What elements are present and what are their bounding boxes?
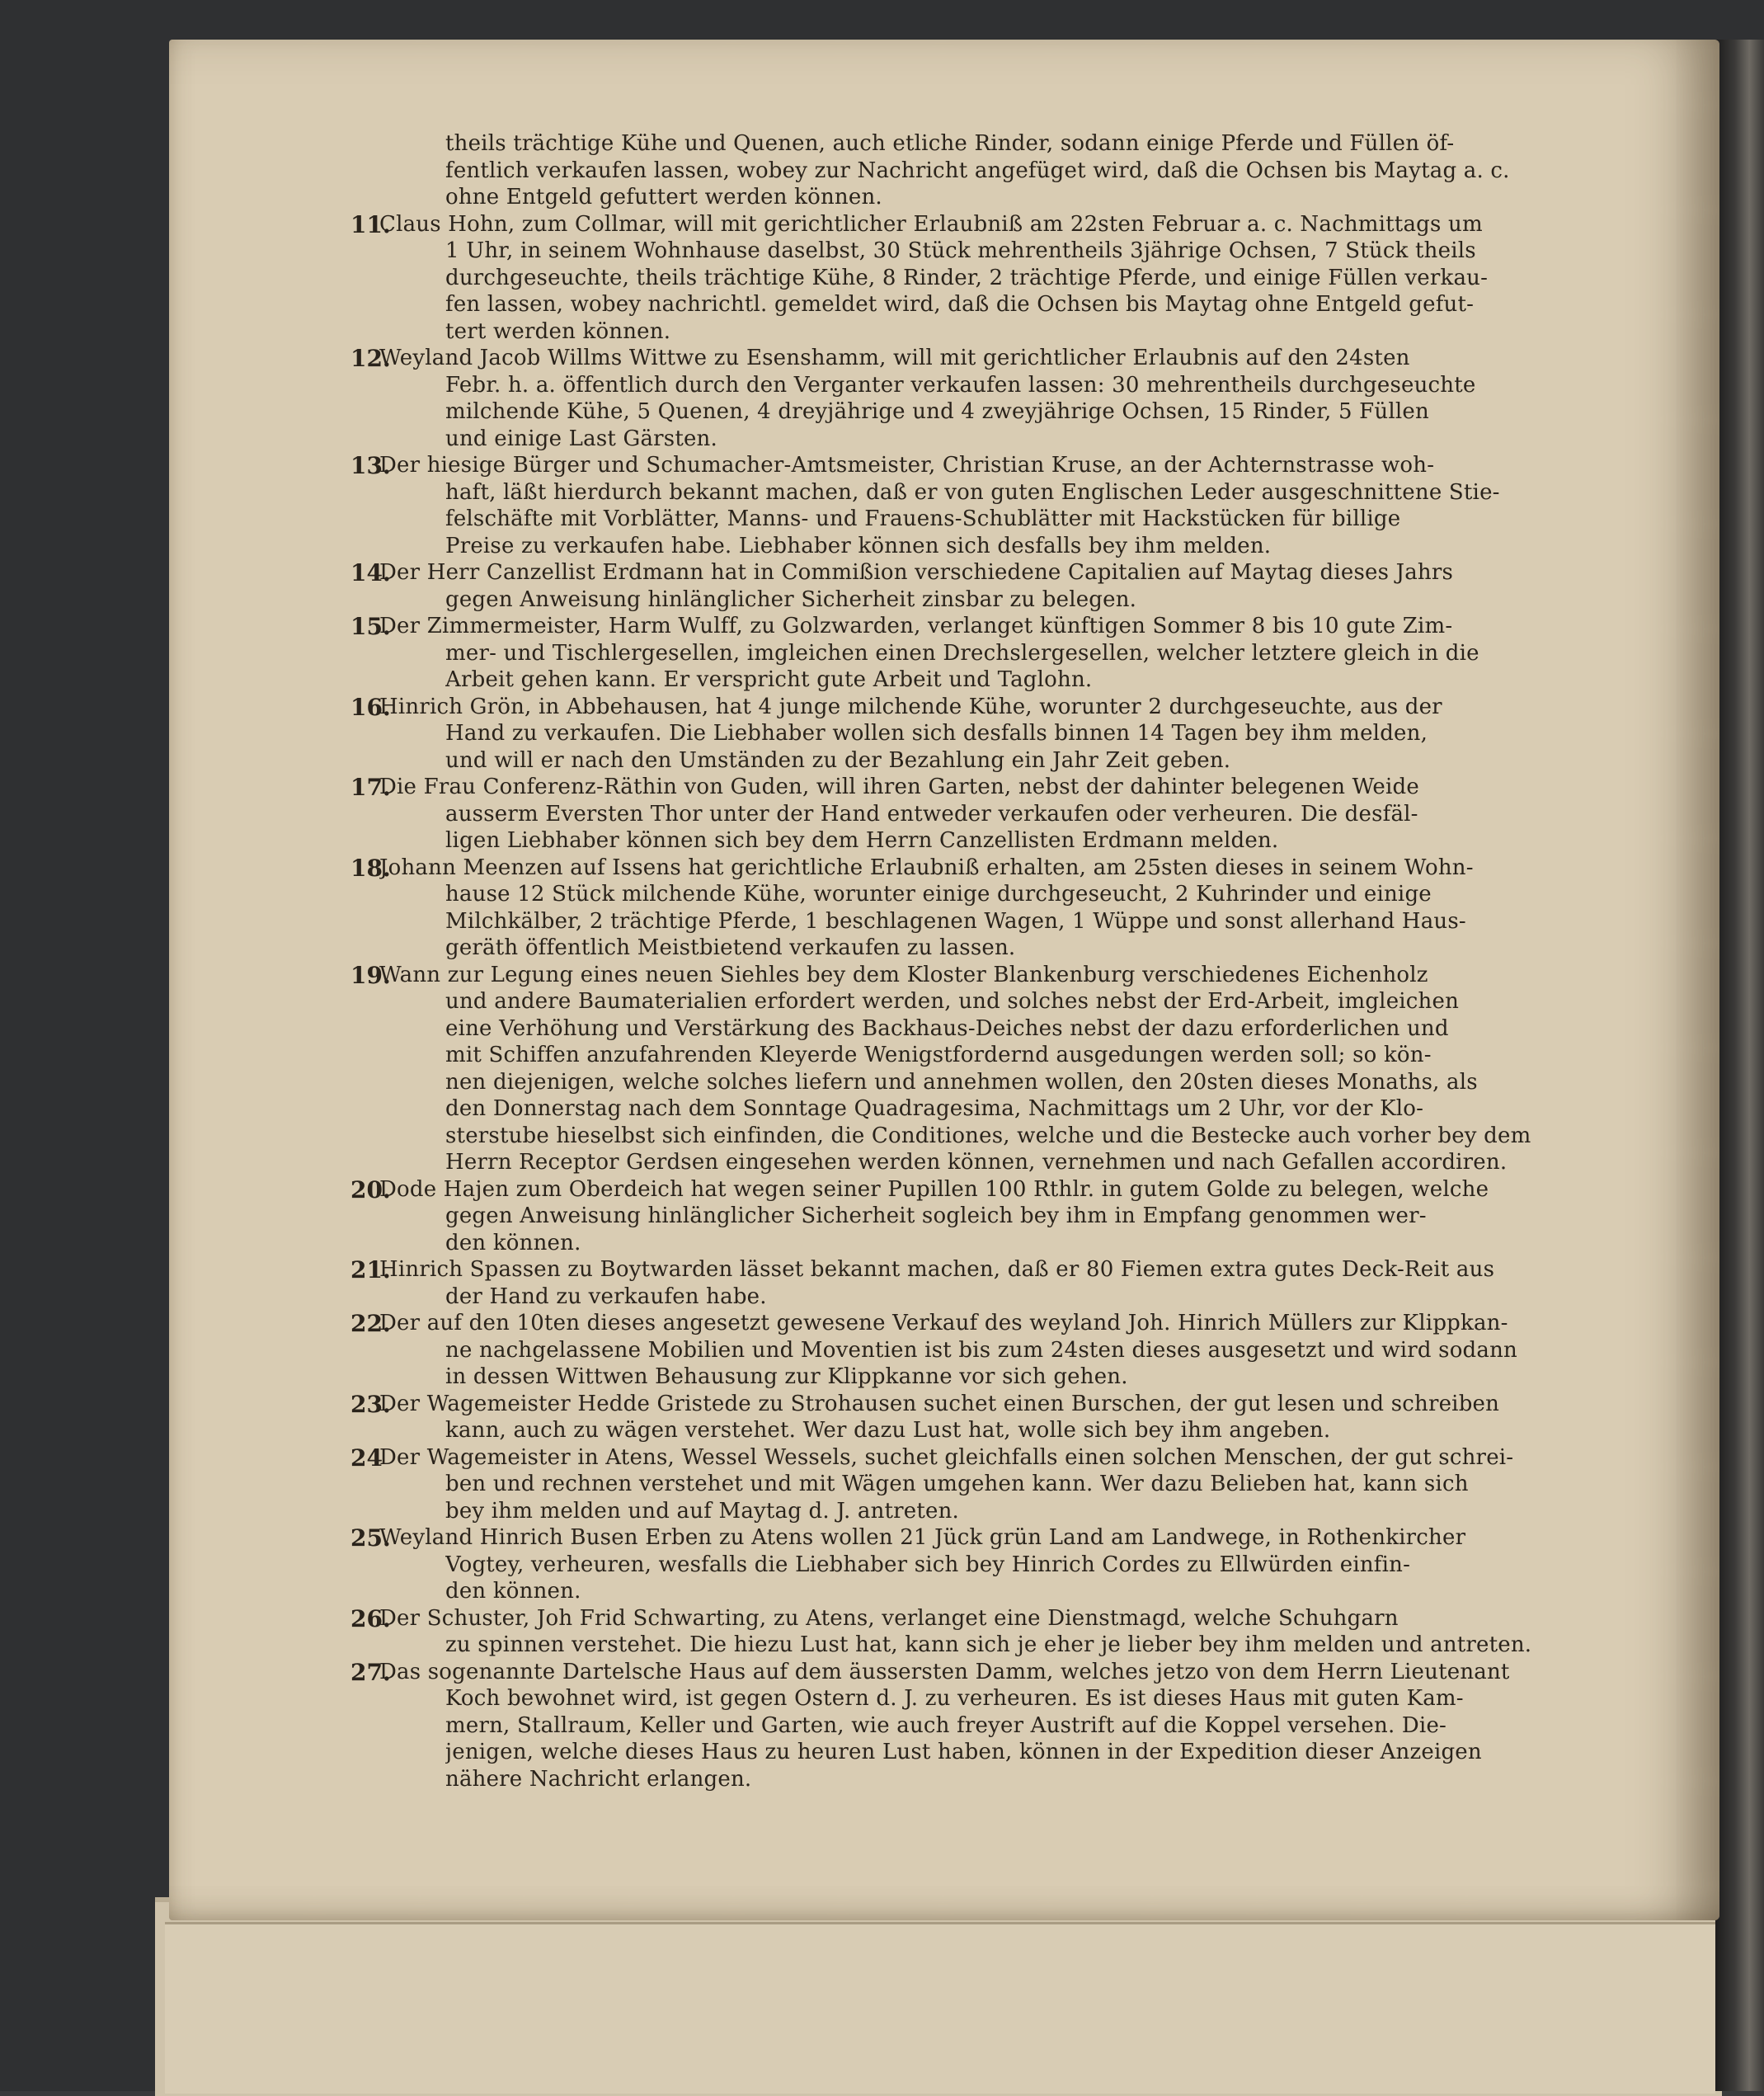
text-line: haft, läßt hierdurch bekannt machen, daß er von guten Englischen Leder ausgeschnittene Stie- <box>445 479 1500 505</box>
notice-number: 25. <box>350 1524 391 1552</box>
text-line: Der hiesige Bürger und Schumacher-Amtsmeister, Christian Kruse, an der Achternstrasse woh- <box>379 453 1435 478</box>
notice-entry <box>350 961 1666 1176</box>
text-line: sterstube hieselbst sich einfinden, die Conditiones, welche und die Bestecke auch vorher bey dem <box>445 1123 1531 1148</box>
notice-number: 13. <box>350 452 391 479</box>
text-line: Febr. h. a. öffentlich durch den Verganter verkaufen lassen: 30 mehrentheils durchgeseuchte <box>445 372 1476 398</box>
notice-number: 19. <box>350 961 391 989</box>
notice-entry <box>350 854 1666 962</box>
text-line: Der Zimmermeister, Harm Wulff, zu Golzwarden, verlanget künftigen Sommer 8 bis 10 gute Zim- <box>379 614 1453 638</box>
text-line: Hinrich Spassen zu Boytwarden lässet bekannt machen, daß er 80 Fiemen extra gutes Deck-Reit aus <box>379 1257 1495 1282</box>
text-line: in dessen Wittwen Behausung zur Klippkanne vor sich gehen. <box>445 1364 1128 1389</box>
notice-entry <box>350 693 1666 775</box>
text-line: und einige Last Gärsten. <box>445 426 717 451</box>
text-line: Weyland Hinrich Busen Erben zu Atens wollen 21 Jück grün Land am Landwege, in Rothenkircher <box>379 1525 1466 1550</box>
text-line: Der auf den 10ten dieses angesetzt gewesene Verkauf des weyland Joh. Hinrich Müllers zur Klippkan- <box>379 1311 1508 1335</box>
text-line: Claus Hohn, zum Collmar, will mit gerichtlicher Erlaubniß am 22sten Februar a. c. Nachmittags um <box>379 211 1483 237</box>
notice-entry <box>350 774 1666 855</box>
text-line: Das sogenannte Dartelsche Haus auf dem äussersten Damm, welches jetzo von dem Herrn Lieutenant <box>379 1659 1510 1684</box>
text-line: Vogtey, verheuren, wesfalls die Liebhaber sich bey Hinrich Cordes zu Ellwürden einfin- <box>445 1552 1411 1577</box>
notice-entry <box>350 559 1666 613</box>
text-line: ligen Liebhaber können sich bey dem Herrn Canzellisten Erdmann melden. <box>445 828 1279 853</box>
notice-number: 15. <box>350 613 391 640</box>
text-line: bey ihm melden und auf Maytag d. J. antreten. <box>445 1498 960 1524</box>
text-line: ausserm Eversten Thor unter der Hand entweder verkaufen oder verheuren. Die desfäl- <box>445 801 1418 827</box>
text-line: durchgeseuchte, theils trächtige Kühe, 8 Rinder, 2 trächtige Pferde, und einige Füllen verkau- <box>445 265 1489 290</box>
notice-number: 14. <box>350 559 391 586</box>
text-line: und will er nach den Umständen zu der Bezahlung ein Jahr Zeit geben. <box>445 747 1231 773</box>
text-line: theils trächtige Kühe und Quenen, auch etliche Rinder, sodann einige Pferde und Füllen öf- <box>445 131 1455 156</box>
text-line: Der Herr Canzellist Erdmann hat in Commißion verschiedene Capitalien auf Maytag dieses Jahrs <box>379 560 1454 585</box>
text-line: fentlich verkaufen lassen, wobey zur Nachricht angefüget wird, daß die Ochsen bis Maytag a. c. <box>445 158 1510 183</box>
text-line: mit Schiffen anzufahrenden Kleyerde Wenigstfordernd ausgedungen werden soll; so kön- <box>445 1043 1432 1067</box>
notice-entry <box>445 130 1666 211</box>
notice-number: 18. <box>350 854 391 882</box>
text-line: Der Wagemeister Hedde Gristede zu Strohausen suchet einen Burschen, der gut lesen und schreiben <box>379 1391 1500 1416</box>
text-line: kann, auch zu wägen verstehet. Wer dazu Lust hat, wolle sich bey ihm angeben. <box>445 1418 1331 1443</box>
text-line: Preise zu verkaufen habe. Liebhaber können sich desfalls bey ihm melden. <box>445 533 1272 558</box>
text-line: nähere Nachricht erlangen. <box>445 1766 752 1792</box>
notice-number: 17. <box>350 774 391 801</box>
notice-number: 24 <box>350 1444 383 1472</box>
text-line: Johann Meenzen auf Issens hat gerichtliche Erlaubniß erhalten, am 25sten dieses in seinem Wohn- <box>379 855 1474 880</box>
text-line: ben und rechnen verstehet und mit Wägen umgehen kann. Wer dazu Belieben hat, kann sich <box>445 1472 1469 1496</box>
text-line: der Hand zu verkaufen habe. <box>445 1284 767 1309</box>
text-line: fen lassen, wobey nachrichtl. gemeldet wird, daß die Ochsen bis Maytag ohne Entgeld gefut- <box>445 292 1475 317</box>
text-line: felschäfte mit Vorblätter, Manns- und Frauens-Schublätter mit Hackstücken für billige <box>445 506 1401 531</box>
page-stack-edge-lower <box>165 1922 1715 2094</box>
notice-entry <box>350 1444 1666 1525</box>
notice-number: 26. <box>350 1604 391 1632</box>
text-line: eine Verhöhung und Verstärkung des Backhaus-Deiches nebst der dazu erforderlichen und <box>445 1015 1449 1041</box>
text-line: Der Wagemeister in Atens, Wessel Wessels, suchet gleichfalls einen solchen Menschen, der gut schrei- <box>379 1444 1514 1470</box>
text-line: ohne Entgeld gefuttert werden können. <box>445 185 882 210</box>
notice-number: 12. <box>350 345 391 372</box>
text-line: gegen Anweisung hinlänglicher Sicherheit sogleich bey ihm in Empfang genommen wer- <box>445 1203 1427 1228</box>
notice-number: 21. <box>350 1256 391 1284</box>
notice-entry <box>350 452 1666 559</box>
page-text-body <box>350 130 1666 1792</box>
text-line: Weyland Jacob Willms Wittwe zu Esenshamm, will mit gerichtlicher Erlaubnis auf den 24sten <box>379 346 1410 370</box>
text-line: 1 Uhr, in seinem Wohnhause daselbst, 30 Stück mehrentheils 3jährige Ochsen, 7 Stück theils <box>445 238 1476 263</box>
notice-entry <box>350 1390 1666 1444</box>
text-line: Der Schuster, Joh Frid Schwarting, zu Atens, verlanget eine Dienstmagd, welche Schuhgarn <box>379 1605 1399 1631</box>
text-line: gegen Anweisung hinlänglicher Sicherheit zinsbar zu belegen. <box>445 586 1137 612</box>
text-line: den können. <box>445 1579 581 1604</box>
text-line: geräth öffentlich Meistbietend verkaufen zu lassen. <box>445 935 1016 960</box>
text-line: mern, Stallraum, Keller und Garten, wie auch freyer Austrift auf die Koppel versehen. Die- <box>445 1712 1447 1738</box>
text-line: Herrn Receptor Gerdsen eingesehen werden können, vernehmen und nach Gefallen accordiren. <box>445 1150 1508 1175</box>
text-line: hause 12 Stück milchende Kühe, worunter einige durchgeseucht, 2 Kuhrinder und einige <box>445 882 1432 907</box>
text-line: Dode Hajen zum Oberdeich hat wegen seiner Pupillen 100 Rthlr. in gutem Golde zu belegen, welche <box>379 1176 1489 1202</box>
text-line: mer- und Tischlergesellen, imgleichen einen Drechslergesellen, welcher letztere gleich in die <box>445 640 1479 666</box>
text-line: zu spinnen verstehet. Die hiezu Lust hat, kann sich je eher je lieber bey ihm melden und antreten. <box>445 1632 1532 1657</box>
notice-entry <box>350 1310 1666 1391</box>
text-line: jenigen, welche dieses Haus zu heuren Lust haben, können in der Expedition dieser Anzeigen <box>445 1740 1482 1764</box>
notice-number: 22. <box>350 1310 391 1337</box>
notice-number: 11. <box>350 210 391 238</box>
text-line: Milchkälber, 2 trächtige Pferde, 1 beschlagenen Wagen, 1 Wüppe und sonst allerhand Haus- <box>445 908 1466 934</box>
notice-entry <box>350 1256 1666 1310</box>
notice-entry <box>350 613 1666 694</box>
text-line: Koch bewohnet wird, ist gegen Ostern d. J. zu verheuren. Es ist dieses Haus mit guten Kam- <box>445 1686 1464 1711</box>
notice-number: 16. <box>350 693 391 721</box>
text-line: Arbeit gehen kann. Er verspricht gute Arbeit und Taglohn. <box>445 667 1093 692</box>
text-line: Die Frau Conferenz-Räthin von Guden, will ihren Garten, nebst der dahinter belegenen Weide <box>379 775 1419 799</box>
text-line: den können. <box>445 1230 581 1255</box>
notice-number: 23. <box>350 1390 391 1418</box>
text-line: und andere Baumaterialien erfordert werden, und solches nebst der Erd-Arbeit, imgleichen <box>445 989 1460 1014</box>
text-line: Wann zur Legung eines neuen Siehles bey dem Kloster Blankenburg verschiedenes Eichenholz <box>379 962 1428 987</box>
notice-entry <box>350 1524 1666 1605</box>
notice-entry <box>350 210 1666 346</box>
text-line: milchende Kühe, 5 Quenen, 4 dreyjährige und 4 zweyjährige Ochsen, 15 Rinder, 5 Füllen <box>445 399 1429 424</box>
notice-entry <box>350 345 1666 452</box>
notice-number: 20. <box>350 1175 391 1203</box>
text-line: tert werden können. <box>445 318 671 344</box>
text-line: den Donnerstag nach dem Sonntage Quadragesima, Nachmittags um 2 Uhr, vor der Klo- <box>445 1096 1424 1121</box>
notice-entry <box>350 1175 1666 1257</box>
notice-number: 27. <box>350 1658 391 1686</box>
text-line: ne nachgelassene Mobilien und Moventien ist bis zum 24sten dieses ausgesetzt und wird sodann <box>445 1337 1517 1363</box>
text-line: Hinrich Grön, in Abbehausen, hat 4 junge milchende Kühe, worunter 2 durchgeseuchte, aus der <box>379 694 1442 719</box>
text-line: Hand zu verkaufen. Die Liebhaber wollen sich desfalls binnen 14 Tagen bey ihm melden, <box>445 721 1428 746</box>
notice-entry <box>350 1658 1666 1793</box>
text-line: nen diejenigen, welche solches liefern und annehmen wollen, den 20sten dieses Monaths, als <box>445 1069 1478 1095</box>
notice-entry <box>350 1604 1666 1659</box>
book-gutter <box>1715 40 1764 2091</box>
